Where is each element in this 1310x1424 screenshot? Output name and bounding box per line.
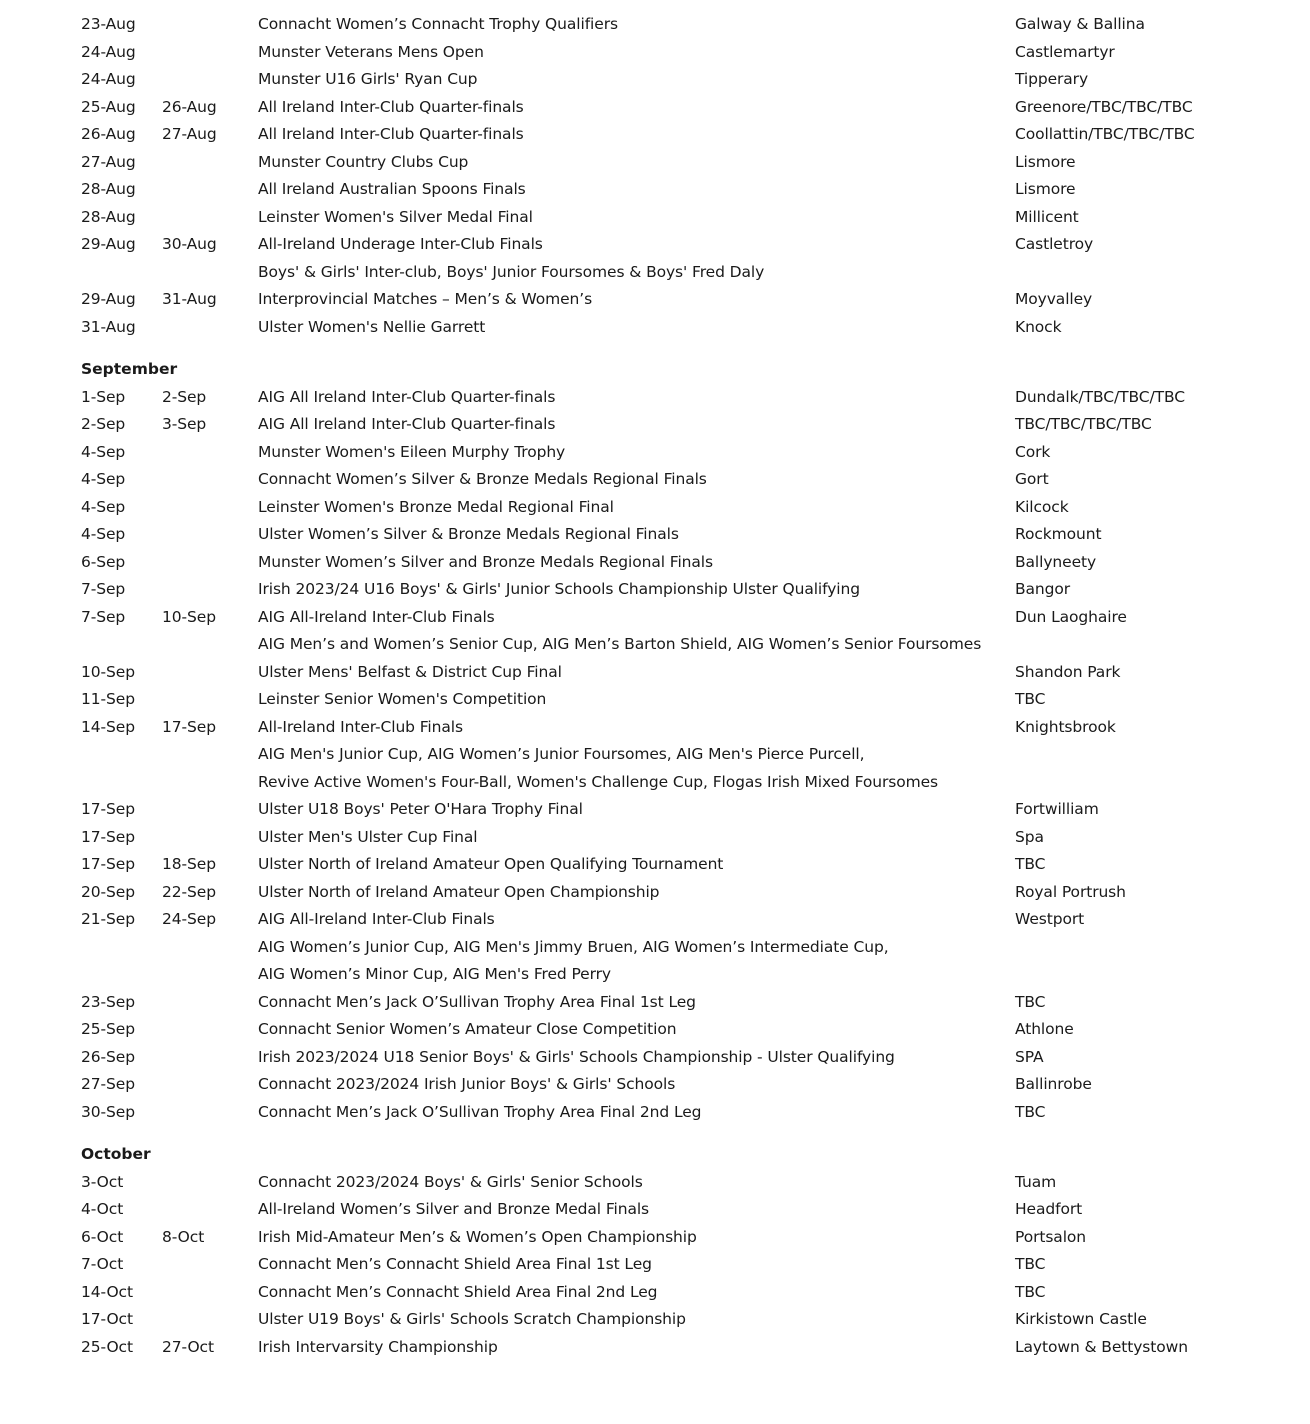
event-name: All Ireland Inter-Club Quarter-finals [258, 97, 524, 116]
event-name: All Ireland Inter-Club Quarter-finals [258, 125, 524, 143]
start-date: 28-Aug [81, 207, 136, 226]
fixture-row [0, 741, 1310, 769]
fixture-row [0, 1016, 1310, 1044]
fixture-row [0, 851, 1310, 879]
venue-name: Dundalk/TBC/TBC/TBC [1015, 387, 1185, 406]
end-date: 17-Sep [162, 717, 216, 736]
event-name: Ulster U19 Boys' & Girls' Schools Scratch Championship [258, 1310, 686, 1328]
start-date: 10-Sep [81, 662, 135, 681]
event-name: Connacht Men’s Connacht Shield Area Final 1st Leg [258, 1255, 652, 1273]
event-name: Munster U16 Girls' Ryan Cup [258, 70, 478, 88]
fixture-row [0, 934, 1310, 962]
event-name: AIG Men's Junior Cup, AIG Women’s Junior Foursomes, AIG Men's Pierce Purcell, [258, 745, 865, 763]
fixture-row [0, 604, 1310, 632]
start-date: 25-Oct [81, 1337, 133, 1356]
start-date: 6-Oct [81, 1227, 124, 1246]
end-date: 27-Aug [162, 125, 217, 143]
start-date: 31-Aug [81, 317, 136, 336]
fixture-row [0, 961, 1310, 989]
start-date: 14-Oct [81, 1282, 133, 1301]
event-name: AIG Women’s Minor Cup, AIG Men's Fred Perry [258, 965, 611, 983]
venue-name: Knock [1015, 317, 1062, 336]
end-date: 10-Sep [162, 607, 216, 626]
fixture-row [0, 1224, 1310, 1252]
event-name: Munster Veterans Mens Open [258, 42, 484, 61]
start-date: 7-Oct [81, 1255, 124, 1273]
event-name: Ulster Mens' Belfast & District Cup Final [258, 662, 562, 681]
start-date: 25-Sep [81, 1020, 135, 1038]
venue-name: TBC [1015, 1255, 1046, 1273]
event-name: Interprovincial Matches – Men’s & Women’s [258, 290, 593, 308]
fixture-row [0, 989, 1310, 1017]
fixture-row [0, 796, 1310, 824]
start-date: 24-Aug [81, 70, 136, 88]
event-name: Ulster North of Ireland Amateur Open Qualifying Tournament [258, 855, 724, 873]
venue-name: Gort [1015, 470, 1049, 488]
venue-name: Ballinrobe [1015, 1075, 1092, 1093]
event-name: Connacht 2023/2024 Irish Junior Boys' & Girls' Schools [258, 1075, 676, 1093]
fixture-row [0, 824, 1310, 852]
venue-name: Bangor [1015, 580, 1071, 598]
start-date: 2-Sep [81, 415, 126, 433]
fixture-row [0, 521, 1310, 549]
fixture-row [0, 1071, 1310, 1099]
event-name: All-Ireland Inter-Club Finals [258, 717, 463, 736]
month-heading [0, 1141, 1310, 1169]
start-date: 27-Aug [81, 152, 136, 171]
event-name: Irish 2023/2024 U18 Senior Boys' & Girls' Schools Championship - Ulster Qualifying [258, 1047, 895, 1066]
venue-name: Royal Portrush [1015, 882, 1126, 901]
venue-name: TBC [1015, 1102, 1046, 1121]
end-date: 2-Sep [162, 387, 207, 406]
start-date: 26-Aug [81, 125, 136, 143]
start-date: 7-Sep [81, 607, 126, 626]
fixture-row [0, 1169, 1310, 1197]
venue-name: Spa [1015, 827, 1044, 846]
event-name: Irish Mid-Amateur Men’s & Women’s Open Championship [258, 1227, 697, 1246]
venue-name: Westport [1015, 910, 1085, 928]
venue-name: Greenore/TBC/TBC/TBC [1015, 97, 1193, 116]
event-name: Boys' & Girls' Inter-club, Boys' Junior Foursomes & Boys' Fred Daly [258, 262, 765, 281]
fixture-row [0, 66, 1310, 94]
event-name: Ulster Women’s Silver & Bronze Medals Regional Finals [258, 525, 679, 543]
start-date: 29-Aug [81, 290, 136, 308]
end-date: 31-Aug [162, 290, 217, 308]
start-date: 6-Sep [81, 552, 126, 571]
venue-name: TBC [1015, 690, 1046, 708]
end-date: 26-Aug [162, 97, 217, 116]
event-name: Munster Country Clubs Cup [258, 152, 469, 171]
event-name: AIG All Ireland Inter-Club Quarter-finals [258, 415, 556, 433]
venue-name: Ballyneety [1015, 552, 1097, 571]
event-name: Leinster Women's Bronze Medal Regional Final [258, 497, 614, 516]
event-name: Munster Women's Eileen Murphy Trophy [258, 442, 566, 461]
event-name: Connacht Men’s Jack O’Sullivan Trophy Area Final 1st Leg [258, 992, 696, 1011]
venue-name: Rockmount [1015, 525, 1102, 543]
venue-name: Knightsbrook [1015, 717, 1116, 736]
start-date: 17-Sep [81, 855, 135, 873]
end-date: 8-Oct [162, 1227, 205, 1246]
start-date: 25-Aug [81, 97, 136, 116]
venue-name: Athlone [1015, 1020, 1074, 1038]
venue-name: TBC/TBC/TBC/TBC [1015, 415, 1152, 433]
venue-name: Kilcock [1015, 497, 1069, 516]
start-date: 4-Oct [81, 1200, 124, 1218]
start-date: 23-Sep [81, 992, 135, 1011]
fixture-row [0, 439, 1310, 467]
fixture-row [0, 659, 1310, 687]
start-date: 20-Sep [81, 882, 135, 901]
venue-name: Headfort [1015, 1200, 1083, 1218]
event-name: AIG Women’s Junior Cup, AIG Men's Jimmy Bruen, AIG Women’s Intermediate Cup, [258, 937, 889, 956]
event-name: Connacht 2023/2024 Boys' & Girls' Senior Schools [258, 1172, 643, 1191]
fixture-row [0, 1196, 1310, 1224]
fixture-row [0, 879, 1310, 907]
fixture-row [0, 411, 1310, 439]
venue-name: Castlemartyr [1015, 42, 1115, 61]
fixture-row [0, 1044, 1310, 1072]
end-date: 24-Sep [162, 910, 216, 928]
fixture-row [0, 11, 1310, 39]
venue-name: Galway & Ballina [1015, 15, 1145, 33]
venue-name: TBC [1015, 992, 1046, 1011]
fixture-row [0, 1279, 1310, 1307]
event-name: Connacht Men’s Jack O’Sullivan Trophy Area Final 2nd Leg [258, 1102, 702, 1121]
start-date: 14-Sep [81, 717, 135, 736]
start-date: 23-Aug [81, 15, 136, 33]
fixture-row [0, 149, 1310, 177]
fixture-row [0, 686, 1310, 714]
event-name: Ulster Women's Nellie Garrett [258, 317, 486, 336]
fixture-row [0, 121, 1310, 149]
event-name: AIG All-Ireland Inter-Club Finals [258, 910, 495, 928]
event-name: Connacht Women’s Connacht Trophy Qualifiers [258, 15, 618, 33]
venue-name: Kirkistown Castle [1015, 1310, 1147, 1328]
event-name: All-Ireland Women’s Silver and Bronze Medal Finals [258, 1200, 650, 1218]
fixtures-schedule [0, 11, 1310, 1361]
event-name: Ulster Men's Ulster Cup Final [258, 827, 478, 846]
fixture-row [0, 259, 1310, 287]
end-date: 18-Sep [162, 855, 216, 873]
venue-name: Moyvalley [1015, 290, 1093, 308]
start-date: 28-Aug [81, 180, 136, 198]
venue-name: Lismore [1015, 152, 1076, 171]
fixture-row [0, 384, 1310, 412]
fixture-row [0, 94, 1310, 122]
start-date: 4-Sep [81, 470, 126, 488]
venue-name: Laytown & Bettystown [1015, 1337, 1188, 1356]
fixture-row [0, 1251, 1310, 1279]
end-date: 22-Sep [162, 882, 216, 901]
event-name: AIG Men’s and Women’s Senior Cup, AIG Men’s Barton Shield, AIG Women’s Senior Foursomes [258, 635, 982, 653]
venue-name: Fortwilliam [1015, 800, 1099, 818]
start-date: 7-Sep [81, 580, 126, 598]
start-date: 11-Sep [81, 690, 135, 708]
event-name: All-Ireland Underage Inter-Club Finals [258, 235, 543, 253]
start-date: 17-Sep [81, 827, 135, 846]
end-date: 3-Sep [162, 415, 207, 433]
venue-name: Millicent [1015, 207, 1079, 226]
start-date: 21-Sep [81, 910, 135, 928]
fixture-row [0, 494, 1310, 522]
fixture-row [0, 1306, 1310, 1334]
event-name: All Ireland Australian Spoons Finals [258, 180, 526, 198]
end-date: 30-Aug [162, 235, 217, 253]
fixture-row [0, 714, 1310, 742]
fixture-row [0, 1099, 1310, 1127]
end-date: 27-Oct [162, 1337, 214, 1356]
venue-name: Dun Laoghaire [1015, 607, 1127, 626]
venue-name: Portsalon [1015, 1227, 1087, 1246]
start-date: 24-Aug [81, 42, 136, 61]
fixture-row [0, 231, 1310, 259]
month-heading-label: September [81, 360, 178, 378]
start-date: 1-Sep [81, 387, 126, 406]
start-date: 4-Sep [81, 497, 126, 516]
venue-name: Tuam [1015, 1172, 1057, 1191]
fixture-row [0, 314, 1310, 342]
start-date: 26-Sep [81, 1047, 135, 1066]
venue-name: SPA [1015, 1047, 1044, 1066]
fixture-row [0, 549, 1310, 577]
venue-name: Castletroy [1015, 235, 1094, 253]
fixture-row [0, 204, 1310, 232]
venue-name: Shandon Park [1015, 662, 1121, 681]
start-date: 17-Sep [81, 800, 135, 818]
start-date: 3-Oct [81, 1172, 124, 1191]
event-name: Connacht Men’s Connacht Shield Area Final 2nd Leg [258, 1282, 658, 1301]
event-name: Revive Active Women's Four-Ball, Women's Challenge Cup, Flogas Irish Mixed Foursomes [258, 772, 939, 791]
event-name: Ulster U18 Boys' Peter O'Hara Trophy Final [258, 800, 583, 818]
fixture-row [0, 1334, 1310, 1362]
event-name: Ulster North of Ireland Amateur Open Championship [258, 882, 660, 901]
start-date: 29-Aug [81, 235, 136, 253]
fixture-row [0, 176, 1310, 204]
start-date: 4-Sep [81, 442, 126, 461]
venue-name: Coollattin/TBC/TBC/TBC [1015, 125, 1195, 143]
start-date: 27-Sep [81, 1075, 135, 1093]
fixture-row [0, 466, 1310, 494]
fixture-row [0, 286, 1310, 314]
event-name: Irish Intervarsity Championship [258, 1337, 498, 1356]
event-name: Connacht Women’s Silver & Bronze Medals Regional Finals [258, 470, 707, 488]
venue-name: Cork [1015, 442, 1051, 461]
venue-name: Lismore [1015, 180, 1076, 198]
fixture-row [0, 631, 1310, 659]
event-name: AIG All Ireland Inter-Club Quarter-finals [258, 387, 556, 406]
venue-name: TBC [1015, 855, 1046, 873]
fixture-row [0, 39, 1310, 67]
venue-name: Tipperary [1015, 70, 1089, 88]
event-name: Leinster Women's Silver Medal Final [258, 207, 533, 226]
event-name: Leinster Senior Women's Competition [258, 690, 547, 708]
start-date: 30-Sep [81, 1102, 135, 1121]
month-heading [0, 356, 1310, 384]
start-date: 4-Sep [81, 525, 126, 543]
fixture-row [0, 906, 1310, 934]
event-name: Munster Women’s Silver and Bronze Medals Regional Finals [258, 552, 713, 571]
event-name: Irish 2023/24 U16 Boys' & Girls' Junior Schools Championship Ulster Qualifying [258, 580, 860, 598]
fixture-row [0, 769, 1310, 797]
month-heading-label: October [81, 1145, 151, 1163]
venue-name: TBC [1015, 1282, 1046, 1301]
event-name: AIG All-Ireland Inter-Club Finals [258, 607, 495, 626]
start-date: 17-Oct [81, 1310, 133, 1328]
event-name: Connacht Senior Women’s Amateur Close Competition [258, 1020, 677, 1038]
fixture-row [0, 576, 1310, 604]
